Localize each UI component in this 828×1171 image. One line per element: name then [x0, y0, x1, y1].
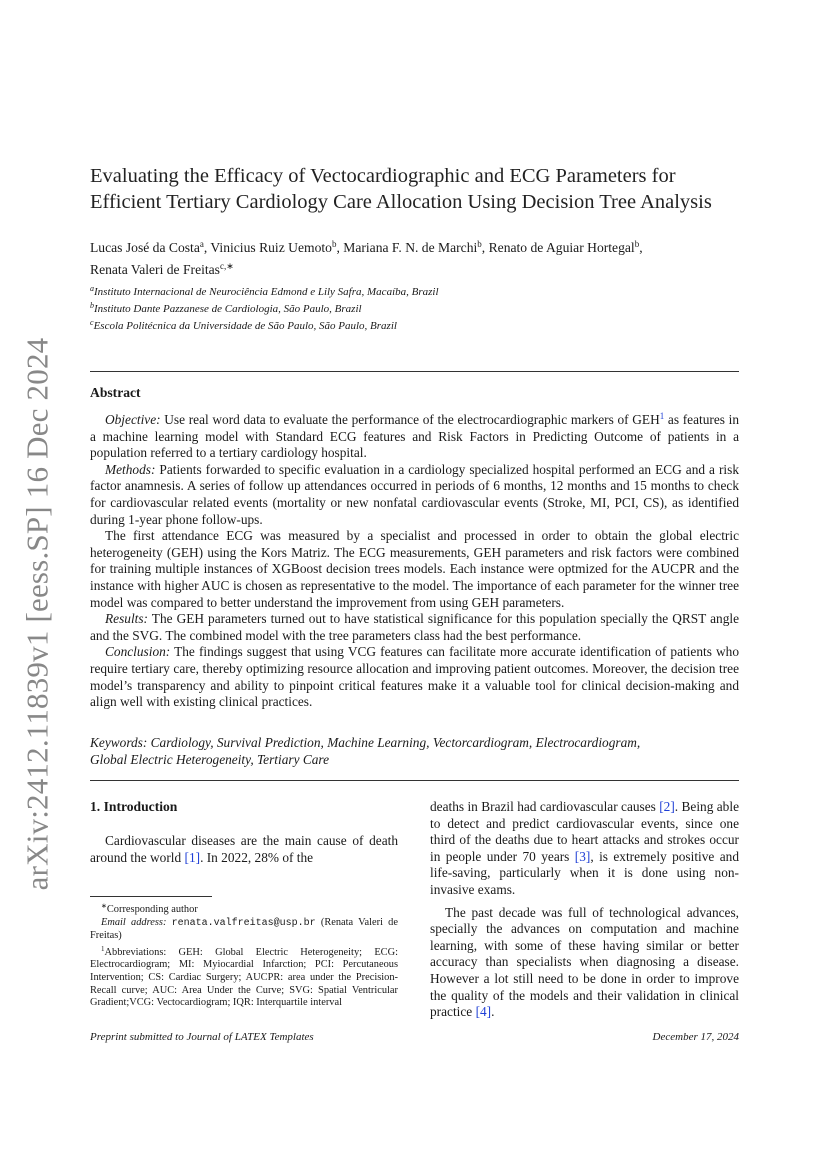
footer-journal: Preprint submitted to Journal of LATEX Templates [90, 1031, 314, 1043]
citation-link[interactable]: [4] [475, 1004, 492, 1020]
results-text: The GEH parameters turned out to have statistical significance for this population specially the QRST angle and the SVG. The combined model with the tree parameters class had the best performance. [90, 611, 739, 643]
abstract-top-rule [90, 371, 739, 372]
arxiv-identifier-text: arXiv:2412.11839v1 [eess.SP] 16 Dec 2024 [19, 337, 55, 891]
footnote-text: (Renata Valeri de Freitas) [90, 916, 398, 942]
abstract-results [90, 611, 739, 644]
affiliation-list [90, 282, 750, 333]
body-text: , is extremely positive and life-saving, particularly when it is done using non-invasive exams. [430, 848, 740, 897]
body-text: . In 2022, 28% of the [200, 849, 314, 865]
footnote-mark: ∗ [101, 902, 107, 910]
intro-paragraph-3 [430, 905, 739, 1021]
left-column-text [90, 833, 398, 866]
author-separator: , [481, 240, 489, 255]
footer-date: December 17, 2024 [652, 1031, 739, 1043]
footnote-mark: 1 [101, 944, 105, 953]
arxiv-identifier-watermark [10, 337, 65, 891]
paper-title [90, 163, 750, 215]
footnote-corresponding [90, 900, 398, 917]
email-address[interactable]: renata.valfreitas@usp.br [171, 917, 316, 929]
footnotes [90, 900, 398, 1010]
section-heading-introduction: 1. Introduction [90, 799, 178, 814]
objective-text: Use real word data to evaluate the performance of the electrocardiographic markers of GEH [160, 412, 660, 427]
methods-label: Methods: [105, 461, 156, 477]
author-separator: , [203, 240, 211, 255]
author-name: Renato de Aguiar Hortegal [488, 240, 635, 255]
author-line-1 [90, 235, 750, 257]
footnote-text: Abbreviations: GEH: Global Electric Heterogeneity; ECG: Electrocardiogram; MI: Myiocardial Infarction; PCI: Percutaneous Intervention; CS: Cardiac Surgery; AUCPR: area under the Precision-Recall curve; AUC: Area Under the Curve; SVG: Spatial Ventricular Gradient;VCG: Vectocardiogram; IQR: Interquartile interval [90, 946, 398, 1009]
affiliation-text: Escola Politécnica da Universidade de São Paulo, São Paulo, Brazil [93, 320, 397, 332]
affiliation-mark: a [90, 284, 94, 293]
author-separator: , [639, 240, 643, 255]
keywords-line-2: Global Electric Heterogeneity, Tertiary Care [90, 751, 330, 767]
objective-label: Objective: [105, 412, 161, 427]
affiliation-text: Instituto Dante Pazzanese de Cardiologia, São Paulo, Brazil [94, 303, 362, 315]
author-name: Lucas José da Costa [90, 240, 200, 255]
objective-text-cont: as features in a machine learning model with Standard ECG features and Risk Factors in Predicting Outcome of patients in a population referred to a tertiary cardiology hospital. [90, 412, 739, 461]
email-label: Email address: [101, 916, 167, 928]
keywords [90, 735, 739, 768]
results-label: Results: [105, 611, 148, 627]
citation-link[interactable]: [1] [184, 849, 201, 865]
citation-link[interactable]: [3] [574, 848, 591, 864]
keywords-line-1: Keywords: Cardiology, Survival Prediction, Machine Learning, Vectorcardiogram, Electrocardiogram, [90, 735, 641, 750]
author-affil-mark: b [477, 239, 482, 249]
abstract-conclusion [90, 644, 739, 710]
abstract-heading: Abstract [90, 385, 141, 400]
footnote-rule [90, 896, 212, 897]
body-text: Cardiovascular diseases are the main cause of death around the world [90, 833, 398, 865]
footnote-text: Corresponding author [106, 904, 198, 915]
body-text: . Being able to detect and predict cardiovascular events, since one third of the deaths due to heart attacks and strokes occur in people under 70 years [430, 799, 739, 864]
abstract-bottom-rule [90, 780, 739, 781]
citation-link[interactable]: [2] [659, 799, 675, 814]
conclusion-text: The findings suggest that using VCG features can facilitate more accurate identification of patients who require tertiary care, thereby optimizing resource allocation and improving patient outcomes. Moreover, the decision tree model’s transparency and ability to pinpoint critical features make it a valuable tool for clinical decision-making and align well with existing clinical practices. [90, 644, 739, 710]
intro-paragraph-1 [90, 833, 398, 866]
methods-text: Patients forwarded to specific evaluation in a cardiology specialized hospital performed an ECG and a risk factor anamnesis. A series of follow up attendances occurred in periods of 6 months, 12 months and 15 months to check for cardiovascular related events (mortality or new nonfatal cardiovascular events (Stroke, MI, PCI, CS), as identified during 1-year phone follow-ups. [90, 461, 739, 527]
conclusion-label: Conclusion: [105, 644, 171, 660]
author-name: Renata Valeri de Freitas [90, 262, 220, 277]
affiliation-mark: b [90, 301, 94, 310]
author-line-2 [90, 257, 750, 279]
affiliation-text: Instituto Internacional de Neurociência Edmond e Lily Safra, Macaíba, Brazil [94, 286, 439, 298]
author-affil-mark: b [634, 239, 640, 249]
intro-paragraph-2 [430, 799, 739, 899]
abstract-methods [90, 462, 739, 528]
affiliation-mark: c [90, 318, 94, 327]
author-list [90, 235, 750, 279]
abstract-paragraph-3: The first attendance ECG was measured by a specialist and processed in order to obtain the global electric heterogeneity (GEH) using the Kors Matriz. The ECG measurements, GEH parameters and risk factors were combined for training multiple instances of XGBoost decision trees models. Each instance were optmized for the AUCPR and the instance with higher AUC is chosen as representative to the model. The importance of each parameter for the winner tree model was compared to better understand the improvement from using GEH parameters. [90, 528, 739, 610]
abstract-body [90, 408, 739, 711]
author-separator: , [336, 240, 344, 255]
author-name: Vinicius Ruiz Uemoto [210, 240, 332, 255]
right-column-text [430, 799, 739, 1027]
author-affil-mark: b [331, 239, 337, 249]
footnote-link[interactable]: 1 [659, 411, 665, 421]
footnote-abbreviations [90, 943, 398, 1010]
body-text: The past decade was full of technological advances, specially the advances on computation and machine learning, with some of these having similar or better accuracy than specialists when diagnosing a disease. However a lot still need to be done in order to improve the quality of the models and their validation in clinical practice [430, 904, 739, 1020]
abstract-objective [90, 408, 739, 462]
footnote-email [90, 917, 398, 943]
affiliation-item [90, 316, 750, 333]
author-name: Mariana F. N. de Marchi [343, 240, 478, 255]
affiliation-item [90, 299, 750, 316]
author-affil-mark: a [199, 239, 204, 249]
title-line-1: Evaluating the Efficacy of Vectocardiographic and ECG Parameters for [90, 165, 676, 187]
title-line-2: Efficient Tertiary Cardiology Care Allocation Using Decision Tree Analysis [90, 191, 712, 213]
author-affil-mark: c,∗ [219, 261, 234, 271]
affiliation-item [90, 282, 750, 299]
body-text: . [491, 1004, 495, 1020]
body-text: deaths in Brazil had cardiovascular causes [430, 799, 660, 814]
